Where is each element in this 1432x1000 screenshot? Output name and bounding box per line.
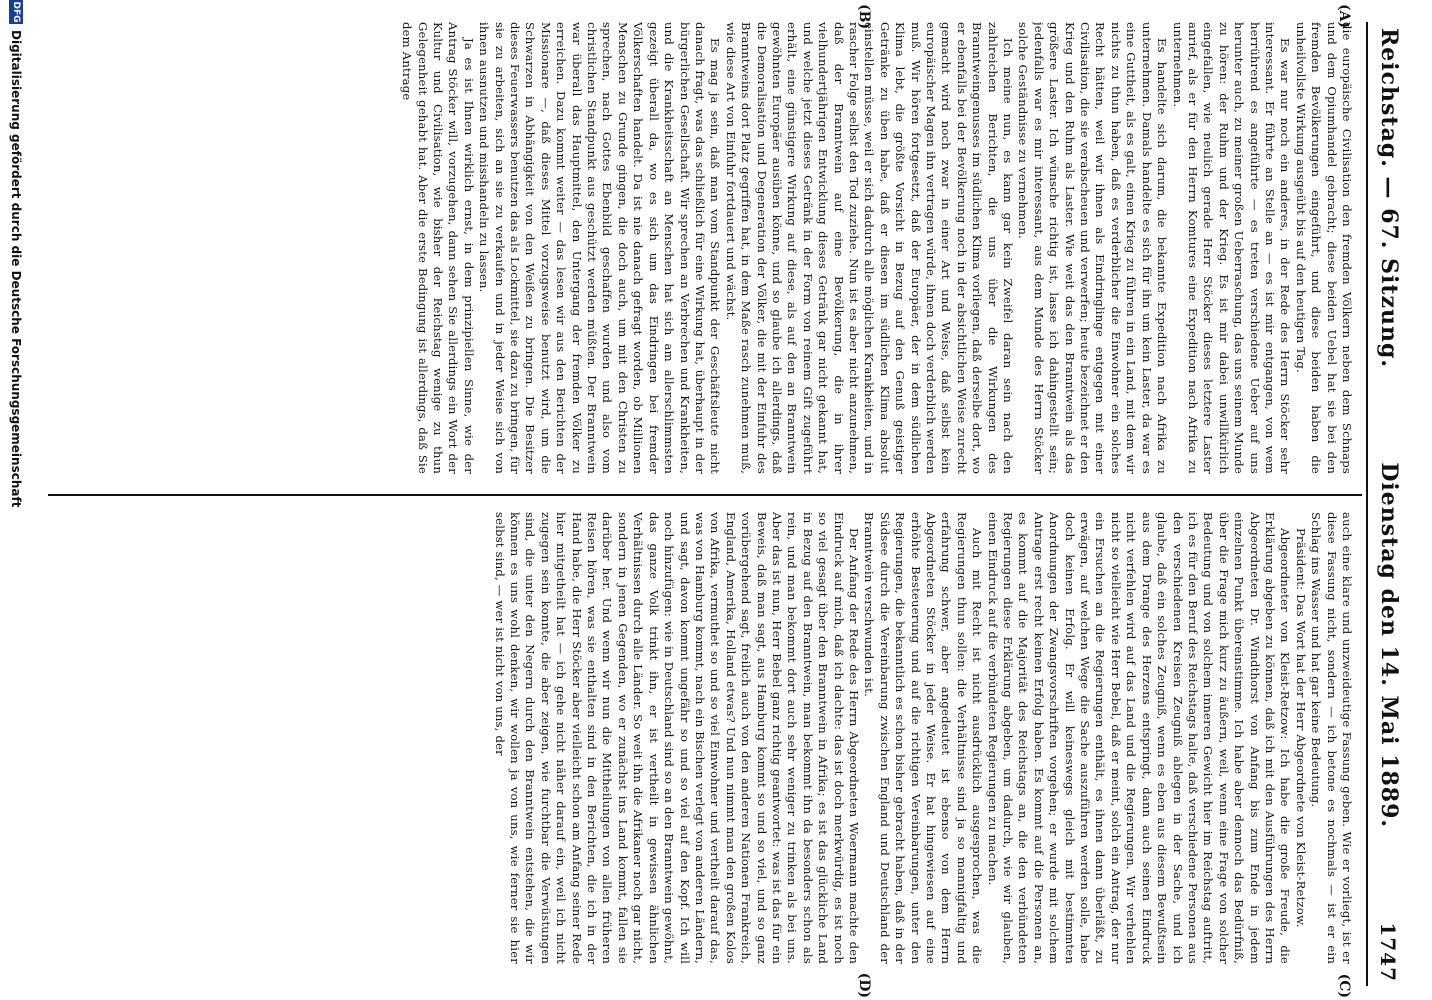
page-number: 1747 bbox=[1376, 922, 1400, 982]
paragraph: Auch mit Recht ist nicht ausdrücklich ausgesprochen, was die Regierungen thun sollen: die Verhältnisse sind ja so mannigfaltig und erfahrung schwer, aber angedeutet ist ebenso von dem Herrn Abgeordneten Stöcker in jeder Weise. Er hat hingewiesen auf eine erhöhte Besteuerung und auf die richtigen Vereinbarungen, unter den Regierungen, die bekanntlich es schon bisher gebracht haben, daß in der Südsee durch die Vereinbarung zwischen England und Deutschland der Branntwein verschwunden ist. bbox=[862, 512, 985, 964]
paragraph: Ja es ist Ihnen wirklich ernst, in dem prinzipiellen Sinne, wie der Antrag Stöcker will, vorzugehen, dann sehen Sie allerdings ein Wort der Kultur und Civilisation, wie bisher der Reichstag wenige zu thun Gelegenheit gehabt hat. Aber die erste Bedingung ist allerdings, daß Sie dem Antrage bbox=[400, 22, 476, 474]
margin-mark-d: (D) bbox=[856, 972, 872, 998]
paragraph: die europäische Civilisation den fremden Völkern neben dem Schnaps und dem Opiumhandel gebracht; diese beiden Uebel hat sie bei den fremden Bevölkerungen eingeführt, und diese beiden haben die unheilvollste Wirkung ausgeübt bis auf den heutigen Tag. bbox=[1293, 22, 1354, 474]
column-divider bbox=[48, 494, 1362, 496]
paragraph: Es handelte sich darum, die bekannte Expedition nach Afrika zu unternehmen. Damals handelte es sich für ihn um kein Laster, da war es eine Guttheit, als es galt, einen Krieg zu führen in ein Land, mit dem wir nichts zu thun haben, daß es verderblicher die Einwohner ein solches Recht hätten, weil wir ihnen als Eindringlinge entgegen mit einer Civilisation, die sie verabscheuen und verwerfen; heute bezeichnet er den Krieg und den Ruhm als Laster. Wie weit das den Branntwein als das größere Laster. Ich wünsche richtig ist, lasse ich dahingestellt sein; jedenfalls war es mir interessant, aus dem Munde des Herrn Stöcker solche Geständnisse zu vernehmen. bbox=[1016, 22, 1170, 474]
paragraph: auch eine klare und unzweideutige Fassung geben. Wie er vorliegt, ist er diese Fassung nicht, sondern — ich betone es nochmals — ist er ein Schlag ins Wasser und hat gar keine Bedeutung. bbox=[1309, 512, 1354, 964]
header-rule bbox=[1366, 22, 1368, 986]
paragraph: Es mag ja sein, daß man vom Standpunkt der Geschäftsleute nicht danach fragt, was das schließlich für eine Wirkung hat, überhaupt in der bürgerlichen Gesellschaft. Wir sprechen an Verbrechen und Krankheiten, und die Krankheitsschaft an Menschen hat sich am allerschlimmsten gezeigt überall da, wo es sich um das Eindringen bei fremder Völkerschaften handelt. Da ist nie danach gefragt worden, ob Millionen Menschen zu Grunde gingen, die doch auch, um mit den Christen zu sprechen, nach Gottes Ebenbild geschaffen wurden und also vom christlichen Standpunkt aus geschützt werden müßten. Der Branntwein war überall das Hauptmittel, den Untergang der fremden Völker zu erreichen. Dazu kommt weiter — das lesen wir aus den Berichten der Missionare —, daß dieses Mittel vorzugsweise benutzt wird, um die Schwarzen in Abhängigkeit von den Weißen zu bringen. Die Besitzer dieses Feuerwassers benutzen das als Lockmittel, sie dazu zu bringen, für sie zu arbeiten, sich an sie zu verkaufen und in jeder Weise sich von ihnen ausnutzen und misshandeln zu lassen. bbox=[477, 22, 723, 474]
paragraph: Der Anfang der Rede des Herrn Abgeordneten Woermann machte den Eindruck auf mich, daß ich dachte: das ist doch merkwürdig, es ist noch so viel gesagt über den Branntwein in Afrika; es ist das glückliche Land in Bezug auf den Branntwein, man bekommt ihn da besonders schon als rein, und man bekommt dort auch sehr weniger zu trinken als bei uns. Aber das ist nun, Herr Bebel ganz richtig geantwortet: was ist das für ein Beweis, daß man sagt, aus Hamburg kommt so und so viel, und so ganz vorübergehend sagt, freilich auch von den anderen Nationen Frankreich, England, Amerika, Holland etwas? Und nun nimmt man den großen Kolos von Afrika, vermuthet so und so viel Einwohner und vertheilt darauf das, was von Hamburg kommt, nach ein Bischen verlegt von anderen Ländern, und sagt, davon kommt ungefähr so und so viel auf den Kopf. Ich will noch hinzufügen: wie in Deutschland sind so an den Branntwein gewöhnt, das ganze Volk trinkt ihn, er ist vertheilt in gewissen ähnlichen Verhältnissen durch alle Länder. So weit ihn die Afrikaner noch gar nicht, sondern in jenen Gegenden, wo er zunächst ins Land kommt, fallen sie darüber her. Und wenn wir nun die Mittheilungen von allen früheren Reisen hören, was sie enthalten sind in den Berichten, die ich in der Hand habe, die Herr Stöcker aber vielleicht schon am Anfang seiner Rede hier mitgetheilt hat — ich gehe nicht näher darauf ein, weil ich nicht zugegen sein konnte, die aber zeigen, wie furchtbar die Verwüstungen sind, die unter den Negern durch den Branntwein entstehen, die wir können es uns wohl denken, wir wollen ja von uns, wie ferner sie hier selbst sind, — wer ist nicht von uns, der bbox=[492, 512, 861, 964]
paragraph-speech: Abgeordneter von Kleist-Retzow: Ich habe die große Freude, die Erklärung abgeben zu können, daß ich mit den Ausführungen des Herrn Abgeordneten Dr. Windthorst von Anfang bis zum Ende in jedem einzelnen Punkt übereinstimme. Ich habe aber dennoch das Bedürfniß, über die Frage mich kurz zu äußern, weil, wenn eine Frage von solcher Bedeutung und von solchem inneren Gewicht hier im Reichstag auftritt, ich es für den Beruf des Reichstags halte, daß verschiedene Personen aus den verschiedenen Kreisen Zeugniß ablegen in der Sache, und ich glaube, daß ein solches Zeugniß, wenn es eben aus diesem Bewußtsein aus dem Drange des Herzens entspringt, dann auch seinen Eindruck nicht verfehlen wird auf das Land und die Regierungen. Wir verhehlen nicht so vielleicht wie Herr Bebel, daß er meint, solch ein Antrag, der nur ein Ersuchen an die Regierungen enthält, es ihnen dann überläßt, zu erwägen, auf welchen Wege die Sache auszuführen werden solle, habe doch keinen Erfolg. Er will keineswegs gleich mit bestimmten Anordnungen der Zwangsvorschriften vorgehen; er wurde mit solchem Antrage erst recht keinen Erfolg haben. Es kommt auf die Personen an, es kommt auf die Majorität des Reichstags an, die den verbündeten Regierungen diese Erklärung abgeben, um dadurch, wie wir glauben, einen Eindruck auf die verbündeten Regierungen zu machen. bbox=[985, 512, 1293, 964]
paragraph: Ich meine nun, es kann gar kein Zweifel daran sein nach den zahlreichen Berichten, die uns über die Wirkungen des Branntweingenusses im südlichen Klima vorliegen, daß derselbe dort, wo er ebenfalls bei der Bevölkerung noch in der absichtlichen Weise zurecht gemacht wird noch zwar in einer Art und Weise, daß selbst kein europäischer Magen ihn vertragen würde, ihnen doch verderblich werden muß. Wir hören fortgesetzt, daß der Europäer, der in dem südlichen Klima lebt, die größte Vorsicht in Bezug auf den Genuß geistiger Getränke zu üben habe, daß er diesen im südlichen Klima absolut einstellen müsse, weil er sich dadurch alle möglichen Krankheiten, und in rascher Folge selbst den Tod zuziehe. Nun ist es aber nicht anzunehmen, daß der Branntwein auf eine Bevölkerung, die in ihrer vielhundertjährigen Entwicklung dieses Getränk gar nicht gekannt hat, und welche jetzt dieses Getränk in der Form von reinem Gift zugeführt erhält, eine günstigere Wirkung auf diese, als auf den an Branntwein gewöhnten Europäer ausüben könne, und so glaube ich allerdings, daß die Demoralisation und Degeneration der Völker, die mit der Einfuhr des Branntweins dort Platz gegriffen hat, in dem Maße rasch zunehmen muß, wie diese Art von Einfuhr fortdauert und wächst. bbox=[723, 22, 1016, 474]
credit-text: Digitalisierung gefördert durch die Deutsche Forschungsgemeinschaft bbox=[9, 30, 23, 508]
header-date: Dienstag den 14. Mai 1889. bbox=[1376, 462, 1402, 829]
margin-mark-c: (C) bbox=[1336, 973, 1352, 998]
paragraph: Es war nur noch ein anderes, in der Rede des Herrn Stöcker sehr interessant. Er führte an Stelle an — es ist mir entgangen, von wem herrührend es angeführte — es treten verschiedene Ueber auf uns herunter auch, zu meiner großen Ueberraschung, das uns seinem Munde zu hören: der Ruhm und der Krieg. Es ist mir dabei unwillkürlich eingefallen, wie neulich gerade Herr Stöcker dieses letztere Laster anrief, als er für den Herrn Komtures eine Expedition nach Afrika zu unternehmen. bbox=[1170, 22, 1293, 474]
margin-mark-b: (B) bbox=[856, 4, 872, 30]
dfg-logo: DFG bbox=[11, 1, 21, 23]
margin-mark-a: (A) bbox=[1336, 4, 1352, 29]
page-header bbox=[1368, 0, 1432, 1000]
right-column bbox=[54, 512, 1354, 964]
header-title: Reichstag. — 67. Sitzung. bbox=[1376, 28, 1402, 369]
paragraph-president: Präsident: Das Wort hat der Herr Abgeordnete von Kleist-Retzow. bbox=[1293, 528, 1308, 928]
digitization-credit bbox=[4, 0, 28, 1000]
left-column bbox=[54, 22, 1354, 474]
